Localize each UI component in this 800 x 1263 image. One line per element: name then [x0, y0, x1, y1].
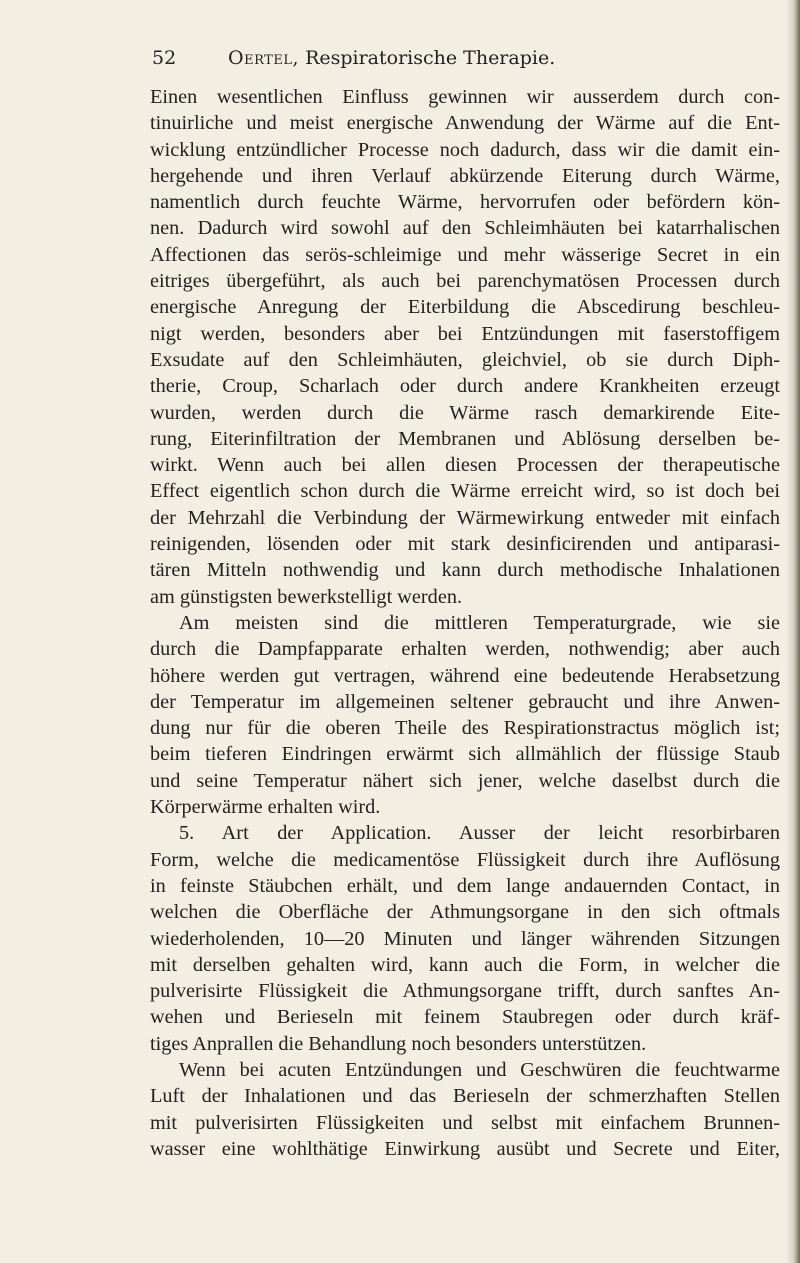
- page-edge-shadow: [786, 0, 800, 1263]
- text-line: Form, welche die medicamentöse Flüssigkeit durch ihre Auflösung: [150, 848, 780, 871]
- text-line: Körperwärme erhalten wird.: [150, 796, 381, 819]
- text-line: pulverisirte Flüssigkeit die Athmungsorgane trifft, durch sanftes An-: [150, 980, 780, 1003]
- text-line: am günstigsten bewerkstelligt werden.: [150, 585, 463, 608]
- text-line: energische Anregung der Eiterbildung die Abscedirung beschleu-: [150, 296, 780, 319]
- text-line: Affectionen das serös-schleimige und mehr wässerige Secret in ein: [150, 243, 780, 266]
- text-line: und seine Temperatur nähert sich jener, welche daselbst durch die: [150, 769, 780, 792]
- text-line: Einen wesentlichen Einfluss gewinnen wir ausserdem durch con-: [150, 86, 780, 108]
- text-line: wirkt. Wenn auch bei allen diesen Processen der therapeutische: [150, 454, 780, 477]
- text-line: wasser eine wohlthätige Einwirkung ausübt und Secrete und Eiter,: [150, 1137, 780, 1160]
- section-heading-line: 5. Art der Application. Ausser der leicht resorbirbaren: [179, 822, 780, 845]
- text-line: rung, Eiterinfiltration der Membranen und Ablösung derselben be-: [150, 427, 780, 450]
- text-line: Am meisten sind die mittleren Temperaturgrade, wie sie: [179, 611, 780, 634]
- text-line: eitriges übergeführt, als auch bei parenchymatösen Processen durch: [150, 270, 780, 293]
- text-line: beim tieferen Eindringen erwärmt sich allmählich der flüssige Staub: [150, 743, 780, 766]
- text-line: tären Mitteln nothwendig und kann durch methodische Inhalationen: [150, 559, 780, 582]
- text-line: reinigenden, lösenden oder mit stark desinficirenden und antiparasi-: [150, 533, 780, 556]
- text-line: dung nur für die oberen Theile des Respirationstractus möglich ist;: [150, 717, 780, 740]
- page-number: 52: [152, 47, 177, 69]
- text-line: therie, Croup, Scharlach oder durch andere Krankheiten erzeugt: [150, 375, 780, 398]
- text-line: hergehende und ihren Verlauf abkürzende Eiterung durch Wärme,: [150, 164, 780, 187]
- text-line: Exsudate auf den Schleimhäuten, gleichviel, ob sie durch Diph-: [150, 348, 780, 371]
- text-line: wiederholenden, 10—20 Minuten und länger währenden Sitzungen: [150, 927, 780, 950]
- running-header: [152, 44, 752, 72]
- body-text: [150, 84, 780, 1162]
- text-line: der Temperatur im allgemeinen seltener gebraucht und ihre Anwen-: [150, 690, 780, 713]
- text-line: mit derselben gehalten wird, kann auch die Form, in welcher die: [150, 953, 780, 976]
- text-line: Effect eigentlich schon durch die Wärme erreicht wird, so ist doch bei: [150, 480, 780, 503]
- text-line: höhere werden gut vertragen, während eine bedeutende Herabsetzung: [150, 664, 780, 687]
- text-line: in feinste Stäubchen erhält, und dem lange andauernden Contact, in: [150, 874, 780, 897]
- text-line: welchen die Oberfläche der Athmungsorgane in den sich oftmals: [150, 901, 780, 924]
- text-line: tiges Anprallen die Behandlung noch besonders unterstützen.: [150, 1032, 647, 1055]
- header-author: Oertel,: [228, 47, 300, 69]
- text-line: tinuirliche und meist energische Anwendung der Wärme auf die Ent-: [150, 112, 780, 135]
- text-line: namentlich durch feuchte Wärme, hervorrufen oder befördern kön-: [150, 191, 780, 214]
- text-line: mit pulverisirten Flüssigkeiten und selbst mit einfachem Brunnen-: [150, 1111, 780, 1134]
- text-line: wurden, werden durch die Wärme rasch demarkirende Eite-: [150, 401, 780, 424]
- text-line: nen. Dadurch wird sowohl auf den Schleimhäuten bei katarrhalischen: [150, 217, 780, 240]
- text-line: nigt werden, besonders aber bei Entzündungen mit faserstoffigem: [150, 322, 780, 345]
- text-line: durch die Dampfapparate erhalten werden, nothwendig; aber auch: [150, 638, 780, 661]
- text-line: der Mehrzahl die Verbindung der Wärmewirkung entweder mit einfach: [150, 506, 780, 529]
- text-line: Wenn bei acuten Entzündungen und Geschwüren die feuchtwarme: [179, 1058, 780, 1081]
- header-title: Respiratorische Therapie.: [305, 47, 556, 69]
- text-line: wehen und Berieseln mit feinem Staubregen oder durch kräf-: [150, 1006, 780, 1029]
- text-line: wicklung entzündlicher Processe noch dadurch, dass wir die damit ein-: [150, 138, 780, 161]
- text-line: Luft der Inhalationen und das Berieseln der schmerzhaften Stellen: [150, 1085, 780, 1108]
